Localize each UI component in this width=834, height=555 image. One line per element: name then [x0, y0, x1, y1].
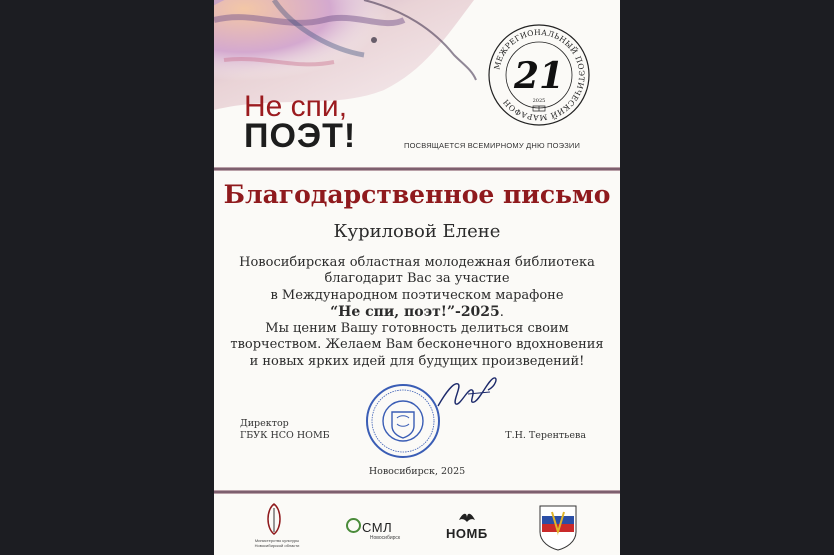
ministry-caption: [252, 538, 302, 548]
closing-line-2: творчеством. Желаем Вам бесконечного вдохновения: [230, 337, 604, 353]
closing-line-3: и новых ярких идей для будущих произведений!: [249, 353, 585, 369]
certificate-document: [214, 0, 620, 555]
sml-logo: [346, 518, 392, 535]
event-name: “Не спи, поэт!”-2025: [330, 303, 500, 320]
recipient-name: Куриловой Елене: [333, 221, 501, 242]
title-poet: ПОЭТ!: [244, 117, 357, 155]
sml-caption: Новосибирск: [369, 535, 401, 541]
top-ornament-divider: [214, 167, 620, 171]
body-line-2: благодарит Вас за участие: [324, 271, 510, 287]
place-and-date: Новосибирск, 2025: [368, 466, 466, 477]
ministry-caption-line-1: Министерство культуры: [254, 538, 300, 543]
bottom-ornament-divider: [214, 490, 620, 494]
writers-union-caption-line-3: РОССИИ: [550, 542, 566, 546]
event-line: [214, 304, 620, 321]
writers-union-caption-line-1: СОЮЗ: [552, 532, 564, 536]
badge-ring-text: МЕЖРЕГИОНАЛЬНЫЙ ПОЭТИЧЕСКИЙ МАРАФОН: [492, 27, 587, 123]
nomb-bird-icon: [457, 510, 477, 524]
title-ne-spi: Не спи,: [244, 90, 348, 123]
closing-line-1: Мы ценим Вашу готовность делиться своим: [265, 321, 569, 337]
event-suffix: .: [499, 304, 504, 320]
ministry-caption-line-2: Новосибирской области: [254, 543, 300, 548]
body-line-3: в Международном поэтическом марафоне: [270, 287, 564, 303]
ministry-culture-logo: [262, 502, 286, 536]
sml-name: СМЛ: [362, 520, 393, 535]
organization-abbr: ГБУК НСО НОМБ: [240, 430, 330, 441]
position-title: Директор: [240, 418, 289, 429]
nomb-logo-text: НОМБ: [446, 526, 488, 541]
signatory-position: [240, 418, 330, 442]
signatory-name: Т.Н. Терентьева: [505, 430, 586, 441]
writers-union-caption: [538, 532, 578, 547]
badge-numeral: 21: [513, 55, 565, 97]
partner-logos: [214, 498, 620, 555]
letter-heading: Благодарственное письмо: [223, 180, 611, 209]
handwritten-signature: [428, 372, 508, 414]
letter-body: [214, 255, 620, 370]
header-artwork: [214, 0, 620, 170]
dedication-text: ПОСВЯЩАЕТСЯ ВСЕМИРНОМУ ДНЮ ПОЭЗИИ: [404, 141, 581, 150]
body-line-1: Новосибирская областная молодежная библиотека: [239, 255, 595, 270]
writers-union-caption-line-2: ПИСАТЕЛЕЙ: [547, 537, 569, 541]
badge-year: 2025: [532, 98, 546, 104]
sml-circle-icon: [346, 518, 361, 533]
marathon-badge-logo: [486, 22, 592, 128]
